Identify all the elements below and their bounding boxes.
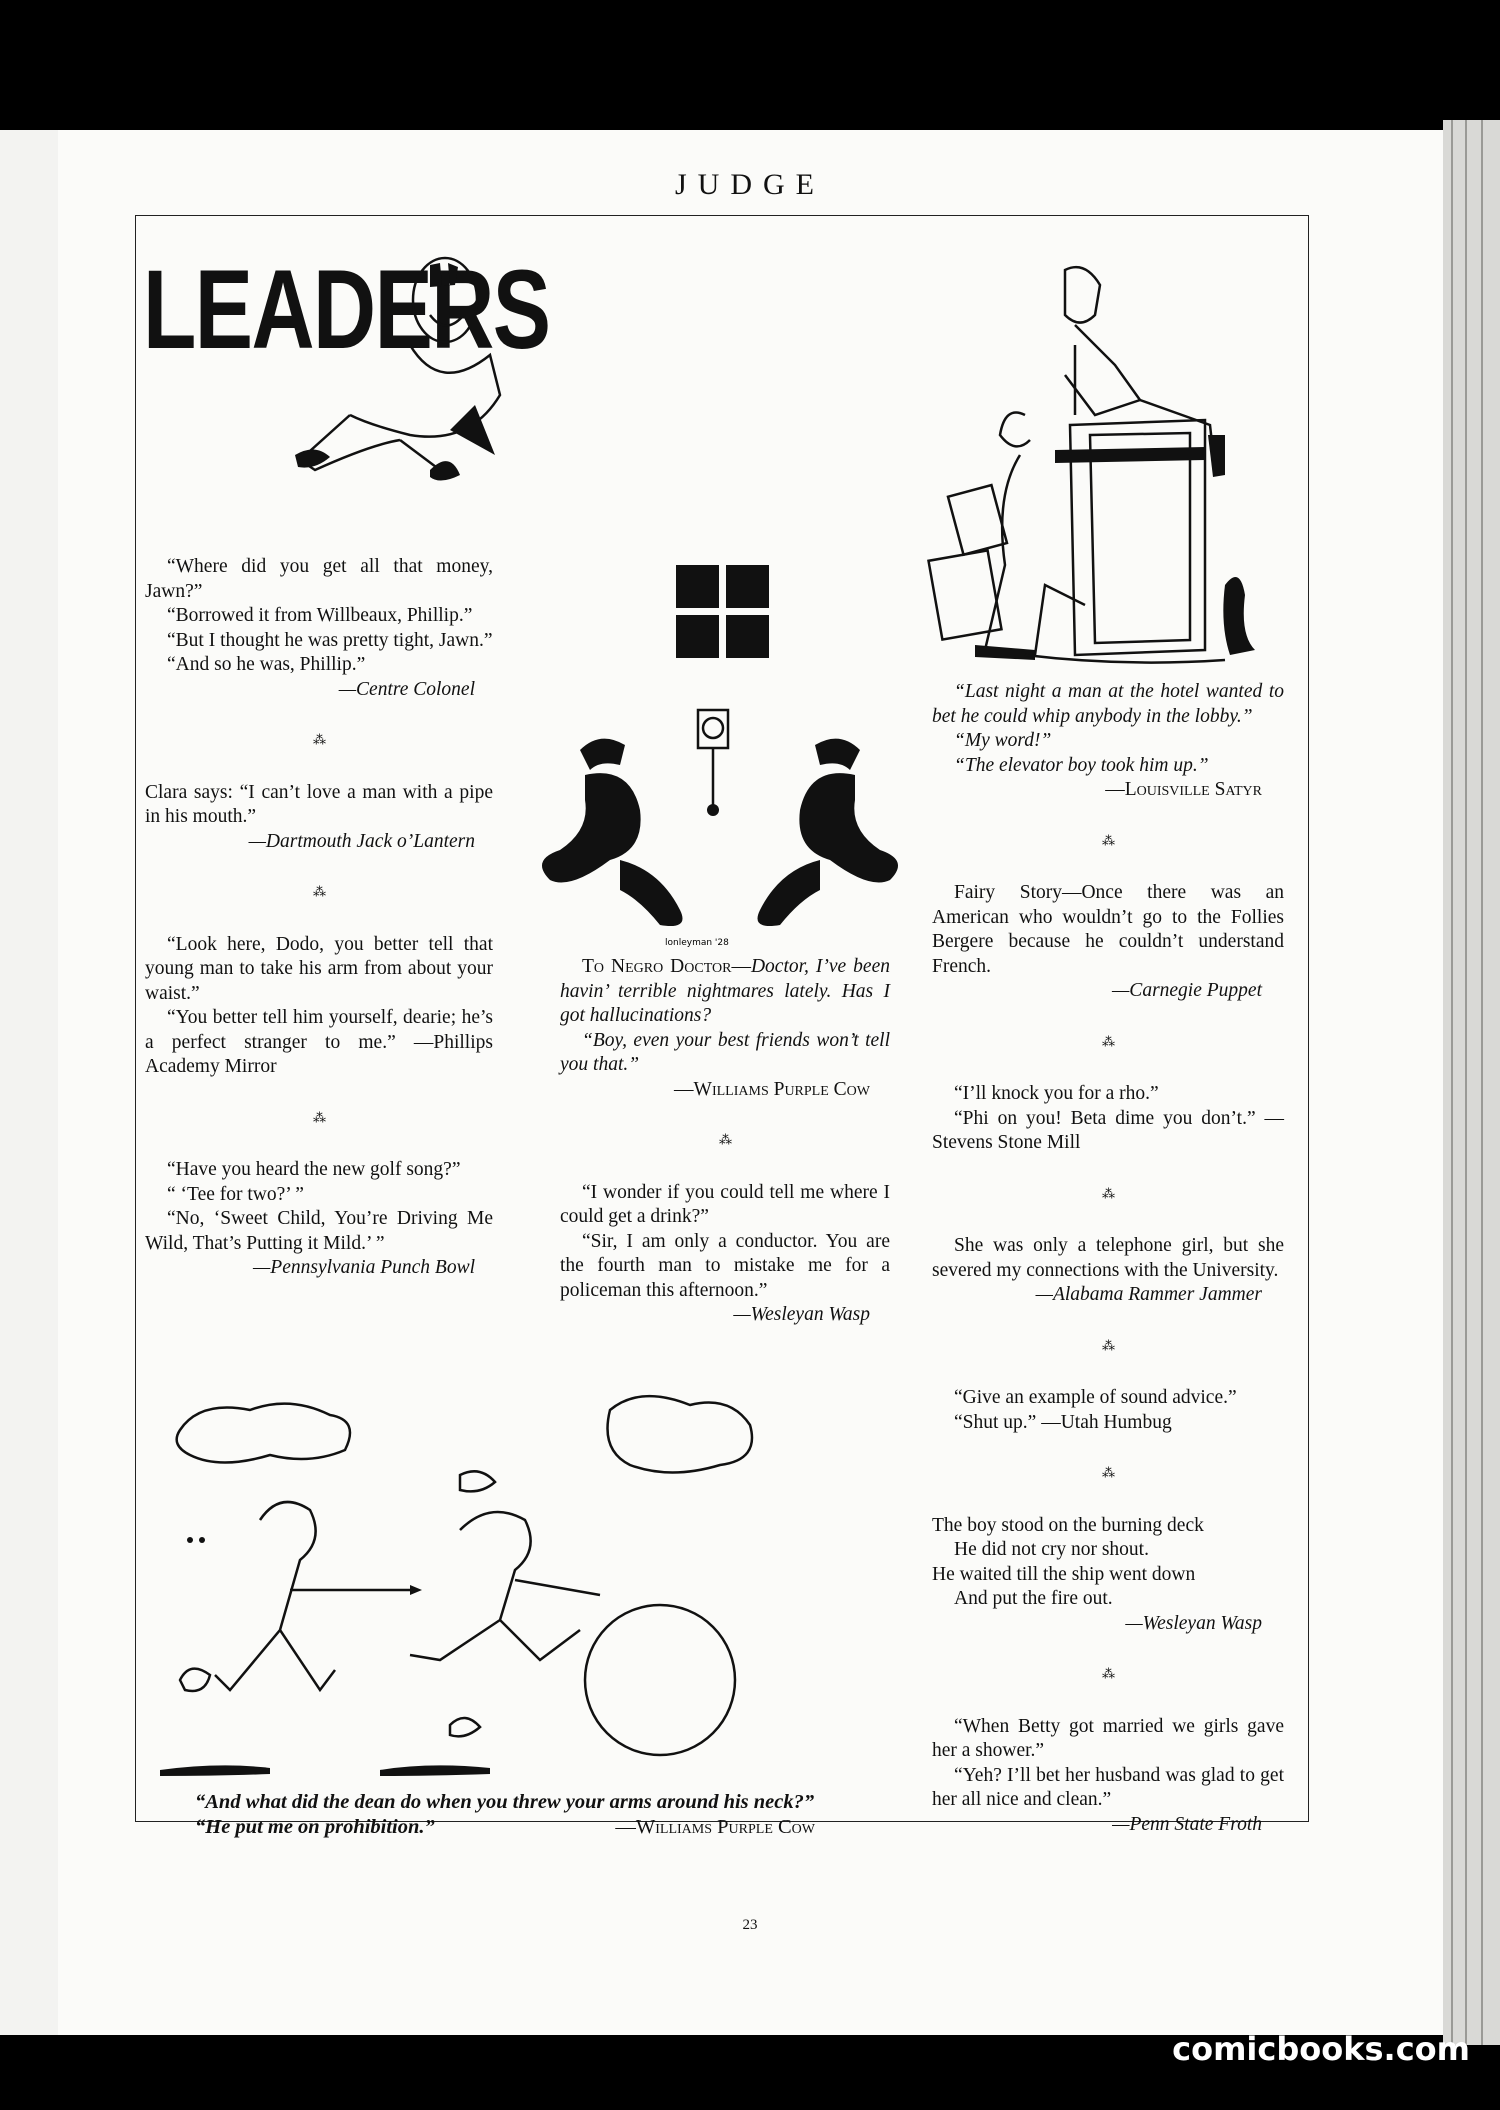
illustration-caption [195, 1790, 835, 1840]
joke-text: “I’ll knock you for a rho.” [954, 1083, 1159, 1104]
joke-source: —Louisville Satyr [1105, 779, 1262, 800]
section-ornament: ⁂ [1102, 1185, 1114, 1201]
poem-line: He did not cry nor shout. [954, 1539, 1149, 1560]
joke-item [145, 1158, 493, 1281]
joke-text: “You better tell him yourself, dearie; he’s a perfect stranger to me.” —Phillips Academy Mirror [145, 1007, 493, 1077]
poem-item [932, 1514, 1284, 1637]
joke-text: “Give an example of sound advice.” [954, 1387, 1237, 1408]
caption-line: “And what did the dean do when you threw your arms around his neck?” [195, 1791, 815, 1813]
window-clock-dancers-illustration [530, 560, 910, 950]
joke-text: “The elevator boy took him up.” [954, 754, 1209, 776]
artist-signature: lonleyman '28 [665, 938, 729, 948]
joke-item [145, 555, 493, 702]
leaders-title-art: LEADERS [143, 247, 550, 372]
poem-line: He waited till the ship went down [932, 1563, 1196, 1585]
joke-text: “Boy, even your best friends won’t tell you that.” [560, 1029, 890, 1075]
joke-item [932, 1082, 1284, 1156]
joke-text: “Sir, I am only a conductor. You are the fourth man to mistake me for a policeman this afternoon.” [560, 1230, 890, 1301]
right-column [932, 680, 1284, 1837]
caption-line: “He put me on prohibition.” [195, 1816, 435, 1838]
archers-chase-illustration [160, 1390, 920, 1780]
section-ornament: ⁂ [719, 1132, 731, 1147]
section-ornament: ⁂ [1102, 1666, 1114, 1681]
joke-item [932, 1234, 1284, 1308]
joke-source: —Alabama Rammer Jammer [1035, 1284, 1262, 1305]
joke-source: —Carnegie Puppet [1111, 980, 1262, 1001]
joke-source: —Wesleyan Wasp [733, 1304, 870, 1325]
joke-text: “Last night a man at the hotel wanted to bet he could whip anybody in the lobby.” [932, 681, 1284, 727]
middle-column [560, 955, 890, 1328]
joke-item [560, 1181, 890, 1328]
adjacent-page-edge [0, 130, 61, 2035]
section-ornament: ⁂ [1102, 1033, 1114, 1049]
joke-source: —Dartmouth Jack o’Lantern [248, 830, 475, 852]
joke-text: Fairy Story—Once there was an American who wouldn’t go to the Follies Bergere because he couldn’t understand French. [932, 882, 1284, 977]
section-ornament: ⁂ [313, 732, 325, 747]
joke-item [145, 933, 493, 1080]
masthead: JUDGE [675, 168, 825, 201]
joke-text: She was only a telephone girl, but she severed my connections with the University. [932, 1235, 1284, 1281]
joke-text: “Have you heard the new golf song?” [167, 1159, 461, 1180]
joke-text: “Look here, Dodo, you better tell that young man to take his arm from about your waist.” [145, 933, 493, 1004]
joke-text: “Where did you get all that money, Jawn?” [145, 556, 493, 602]
left-column [145, 555, 493, 1281]
joke-item [560, 955, 890, 1102]
joke-item [145, 781, 493, 855]
joke-source: —Wesleyan Wasp [1125, 1612, 1262, 1634]
joke-text: “And so he was, Phillip.” [167, 654, 366, 675]
joke-text: “When Betty got married we girls gave her a shower.” [932, 1715, 1284, 1761]
joke-text: “Yeh? I’ll bet her husband was glad to get her all nice and clean.” [932, 1764, 1284, 1810]
joke-text: “I wonder if you could tell me where I could get a drink?” [560, 1181, 890, 1227]
joke-item [932, 680, 1284, 803]
joke-source: —Centre Colonel [338, 678, 475, 700]
joke-text: “My word!” [954, 730, 1052, 751]
joke-text: Doctor, I’ve been havin’ terrible nightmares lately. Has I got hallucinations? [560, 956, 890, 1026]
reclining-figure-illustration [290, 245, 510, 505]
caption-source: —Williams Purple Cow [615, 1816, 815, 1838]
joke-item [932, 1715, 1284, 1838]
section-ornament: ⁂ [1102, 1465, 1114, 1480]
joke-source: —Pennsylvania Punch Bowl [252, 1257, 475, 1278]
joke-text: “Phi on you! Beta dime you don’t.” —Stevens Stone Mill [932, 1107, 1284, 1153]
joke-text: “But I thought he was pretty tight, Jawn.” [167, 629, 493, 651]
section-ornament: ⁂ [313, 1109, 325, 1125]
page-stack-edge [1443, 120, 1500, 2045]
joke-text: “Shut up.” —Utah Humbug [954, 1411, 1172, 1433]
section-ornament: ⁂ [1102, 832, 1114, 848]
site-watermark: comicbooks.com [1172, 2030, 1470, 2068]
joke-text: Clara says: “I can’t love a man with a pipe in his mouth.” [145, 781, 493, 827]
joke-source: —Penn State Froth [1112, 1813, 1262, 1835]
joke-source: —Williams Purple Cow [674, 1078, 870, 1100]
poem-line: And put the fire out. [954, 1588, 1113, 1609]
section-ornament: ⁂ [1102, 1337, 1114, 1353]
elevator-boy-illustration [925, 255, 1305, 675]
joke-text: “ ‘Tee for two?’ ” [167, 1183, 304, 1205]
joke-lead: To Negro Doctor— [582, 956, 751, 977]
page-number: 23 [742, 1917, 758, 1933]
joke-item [932, 1386, 1284, 1435]
joke-item [932, 881, 1284, 1004]
poem-line: The boy stood on the burning deck [932, 1514, 1204, 1536]
joke-text: “Borrowed it from Willbeaux, Phillip.” [167, 605, 473, 626]
joke-text: “No, ‘Sweet Child, You’re Driving Me Wild, That’s Putting it Mild.’ ” [145, 1208, 493, 1254]
section-ornament: ⁂ [313, 884, 325, 899]
